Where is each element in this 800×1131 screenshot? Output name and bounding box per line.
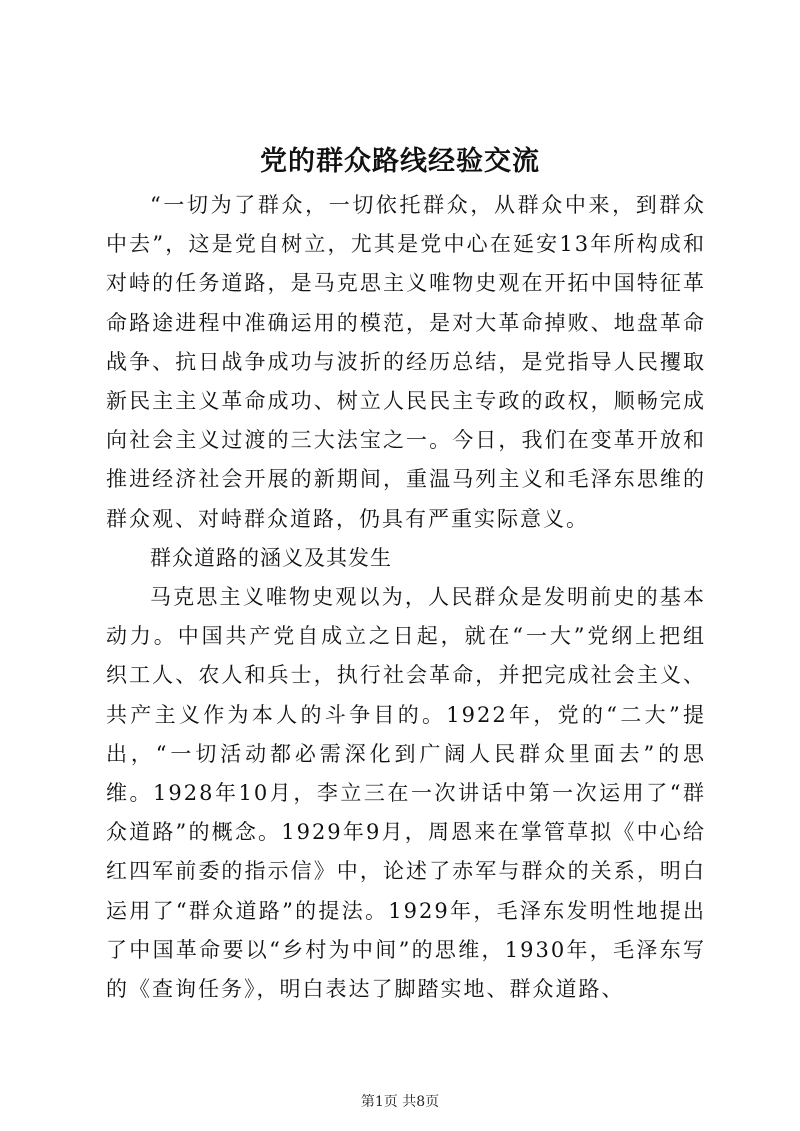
paragraph-intro: “一切为了群众，一切依托群众，从群众中来，到群众中去”，这是党自树立，尤其是党中心在延安13年所构成和对峙的任务道路，是马克思主义唯物史观在开拓中国特征革命路途进程中准确运用的模范，是对大革命掉败、地盘革命战争、抗日战争成功与波折的经历总结，是党指导人民攫取新民主主义革命成功、树立人民民主专政的政权，顺畅完成向社会主义过渡的三大法宝之一。今日，我们在变革开放和推进经济社会开展的新期间，重温马列主义和毛泽东思维的群众观、对峙群众道路，仍具有严重实际意义。 [106,193,706,531]
document-title: 党的群众路线经验交流 [260,146,540,177]
section-heading: 群众道路的涵义及其发生 [150,545,392,570]
paragraph-history: 马克思主义唯物史观以为，人民群众是发明前史的基本动力。中国共产党自成立之日起，就在“一大”党纲上把组织工人、农人和兵士，执行社会革命，并把完成社会主义、共产主义作为本人的斗争目的。1922年，党的“二大”提出，“一切活动都必需深化到广阔人民群众里面去”的思维。1928年10月，李立三在一次讲话中第一次运用了“群众道路”的概念。1929年9月，周恩来在掌管草拟《中心给红四军前委的指示信》中，论述了赤军与群众的关系，明白运用了“群众道路”的提法。1929年，毛泽东发明性地提出了中国革命要以“乡村为中间”的思维，1930年，毛泽东写的《查询任务》，明白表达了脚踏实地、群众道路、 [106,585,706,1002]
page-footer: 第1页 共8页 [360,1094,440,1110]
document-body [106,186,706,1009]
